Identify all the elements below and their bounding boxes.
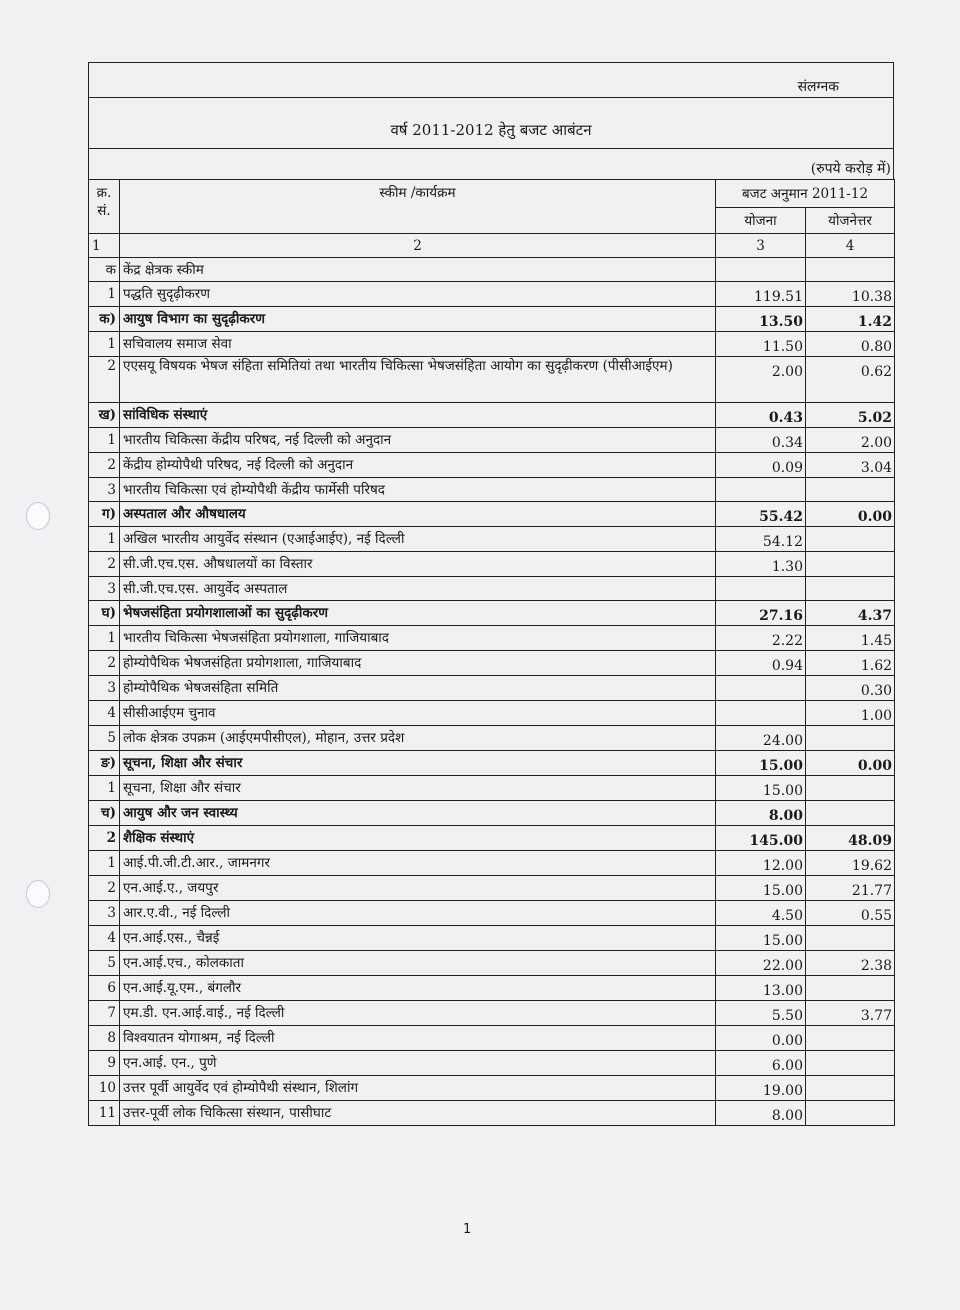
row-nonplan (806, 1076, 895, 1101)
row-nonplan (806, 1026, 895, 1051)
row-nonplan: 1.42 (806, 307, 895, 332)
row-nonplan: 1.00 (806, 701, 895, 726)
row-plan: 1.30 (716, 552, 806, 577)
row-sno: 5 (89, 726, 120, 751)
row-sno: 3 (89, 577, 120, 601)
row-plan: 19.00 (716, 1076, 806, 1101)
row-scheme: आयुष विभाग का सुदृढ़ीकरण (120, 307, 716, 332)
row-sno: 11 (89, 1101, 120, 1126)
row-sno: 1 (89, 776, 120, 801)
row-plan: 11.50 (716, 332, 806, 357)
row-scheme: एम.डी. एन.आई.वाई., नई दिल्ली (120, 1001, 716, 1026)
header-nonplan: योजनेत्तर (806, 208, 895, 234)
row-sno: क (89, 258, 120, 282)
row-plan: 2.22 (716, 626, 806, 651)
row-plan: 8.00 (716, 1101, 806, 1126)
row-nonplan: 19.62 (806, 851, 895, 876)
row-nonplan (806, 478, 895, 502)
row-scheme: सचिवालय समाज सेवा (120, 332, 716, 357)
table-row (89, 926, 895, 951)
row-nonplan (806, 527, 895, 552)
row-sno: 4 (89, 926, 120, 951)
row-scheme: केंद्रीय होम्योपैथी परिषद, नई दिल्ली को अनुदान (120, 453, 716, 478)
row-nonplan (806, 926, 895, 951)
row-nonplan: 5.02 (806, 403, 895, 428)
row-nonplan (806, 1101, 895, 1126)
row-sno: 8 (89, 1026, 120, 1051)
row-sno: घ) (89, 601, 120, 626)
row-plan: 12.00 (716, 851, 806, 876)
row-scheme: एन.आई.ए., जयपुर (120, 876, 716, 901)
table-row (89, 1001, 895, 1026)
row-nonplan: 10.38 (806, 282, 895, 307)
row-sno: 2 (89, 651, 120, 676)
row-sno: 5 (89, 951, 120, 976)
page-number: 1 (463, 1222, 472, 1237)
table-row (89, 876, 895, 901)
row-scheme: आयुष और जन स्वास्थ्य (120, 801, 716, 826)
row-plan (716, 577, 806, 601)
row-scheme: सूचना, शिक्षा और संचार (120, 751, 716, 776)
table-row (89, 676, 895, 701)
row-plan: 27.16 (716, 601, 806, 626)
row-sno: 2 (89, 552, 120, 577)
table-row (89, 701, 895, 726)
row-scheme: होम्योपैथिक भेषजसंहिता प्रयोगशाला, गाजियाबाद (120, 651, 716, 676)
row-plan: 0.09 (716, 453, 806, 478)
row-scheme: भारतीय चिकित्सा केंद्रीय परिषद, नई दिल्ली को अनुदान (120, 428, 716, 453)
row-scheme: अस्पताल और औषधालय (120, 502, 716, 527)
row-plan: 2.00 (716, 357, 806, 403)
table-row (89, 601, 895, 626)
row-sno: 1 (89, 332, 120, 357)
row-scheme: भेषजसंहिता प्रयोगशालाओं का सुदृढ़ीकरण (120, 601, 716, 626)
row-plan: 119.51 (716, 282, 806, 307)
row-plan: 13.00 (716, 976, 806, 1001)
row-nonplan: 2.00 (806, 428, 895, 453)
row-scheme: एन.आई.एच., कोलकाता (120, 951, 716, 976)
row-plan: 15.00 (716, 876, 806, 901)
row-nonplan (806, 801, 895, 826)
table-row (89, 826, 895, 851)
table-row (89, 976, 895, 1001)
row-nonplan (806, 776, 895, 801)
row-nonplan: 2.38 (806, 951, 895, 976)
row-nonplan: 0.30 (806, 676, 895, 701)
row-nonplan (806, 577, 895, 601)
row-sno: 3 (89, 676, 120, 701)
row-sno: 2 (89, 826, 120, 851)
table-row (89, 751, 895, 776)
row-scheme: उत्तर पूर्वी आयुर्वेद एवं होम्योपैथी संस्थान, शिलांग (120, 1076, 716, 1101)
row-scheme: लोक क्षेत्रक उपक्रम (आईएमपीसीएल), मोहान, उत्तर प्रदेश (120, 726, 716, 751)
table-row (89, 901, 895, 926)
row-nonplan: 0.62 (806, 357, 895, 403)
row-sno: ङ) (89, 751, 120, 776)
budget-sheet (88, 62, 894, 1126)
header-plan: योजना (716, 208, 806, 234)
row-plan: 0.43 (716, 403, 806, 428)
row-nonplan: 21.77 (806, 876, 895, 901)
row-scheme: एन.आई. एन., पुणे (120, 1051, 716, 1076)
table-row (89, 502, 895, 527)
table-row (89, 801, 895, 826)
row-nonplan: 0.00 (806, 751, 895, 776)
table-row (89, 951, 895, 976)
row-nonplan: 48.09 (806, 826, 895, 851)
row-plan: 22.00 (716, 951, 806, 976)
row-nonplan (806, 552, 895, 577)
table-row (89, 626, 895, 651)
row-plan: 5.50 (716, 1001, 806, 1026)
row-plan: 15.00 (716, 926, 806, 951)
row-plan (716, 478, 806, 502)
row-nonplan: 1.45 (806, 626, 895, 651)
row-scheme: पद्धति सुदृढ़ीकरण (120, 282, 716, 307)
row-sno: ग) (89, 502, 120, 527)
table-row (89, 851, 895, 876)
row-sno: 2 (89, 453, 120, 478)
table-row (89, 776, 895, 801)
row-sno: 3 (89, 901, 120, 926)
row-scheme: उत्तर-पूर्वी लोक चिकित्सा संस्थान, पासीघाट (120, 1101, 716, 1126)
row-scheme: केंद्र क्षेत्रक स्कीम (120, 258, 716, 282)
row-scheme: भारतीय चिकित्सा भेषजसंहिता प्रयोगशाला, गाजियाबाद (120, 626, 716, 651)
unit-header (88, 148, 894, 179)
table-row (89, 552, 895, 577)
row-plan (716, 701, 806, 726)
annexure-header (88, 62, 894, 97)
table-row (89, 428, 895, 453)
row-plan: 0.34 (716, 428, 806, 453)
row-sno: 1 (89, 527, 120, 552)
row-sno: 2 (89, 876, 120, 901)
row-plan: 13.50 (716, 307, 806, 332)
row-nonplan (806, 258, 895, 282)
row-plan: 4.50 (716, 901, 806, 926)
row-scheme: आई.पी.जी.टी.आर., जामनगर (120, 851, 716, 876)
row-nonplan: 0.55 (806, 901, 895, 926)
row-plan: 145.00 (716, 826, 806, 851)
row-nonplan: 4.37 (806, 601, 895, 626)
row-scheme: आर.ए.वी., नई दिल्ली (120, 901, 716, 926)
header-col4: 4 (806, 234, 895, 258)
row-sno: 1 (89, 626, 120, 651)
row-scheme: शैक्षिक संस्थाएं (120, 826, 716, 851)
header-scheme: स्कीम /कार्यक्रम (120, 180, 716, 234)
table-row (89, 478, 895, 502)
table-row (89, 1076, 895, 1101)
row-sno: च) (89, 801, 120, 826)
row-nonplan (806, 1051, 895, 1076)
table-row (89, 1051, 895, 1076)
row-scheme: अखिल भारतीय आयुर्वेद संस्थान (एआईआईए), नई दिल्ली (120, 527, 716, 552)
row-nonplan: 3.04 (806, 453, 895, 478)
table-row (89, 1101, 895, 1126)
row-sno: 9 (89, 1051, 120, 1076)
row-nonplan (806, 726, 895, 751)
header-col2: 2 (120, 234, 716, 258)
row-scheme: विश्वयातन योगाश्रम, नई दिल्ली (120, 1026, 716, 1051)
row-nonplan: 0.00 (806, 502, 895, 527)
table-body (89, 258, 895, 1126)
row-scheme: होम्योपैथिक भेषजसंहिता समिति (120, 676, 716, 701)
row-scheme: सांविधिक संस्थाएं (120, 403, 716, 428)
row-scheme: सूचना, शिक्षा और संचार (120, 776, 716, 801)
table-row (89, 403, 895, 428)
budget-table (88, 179, 895, 1126)
header-col1: 1 (89, 234, 120, 258)
row-plan: 6.00 (716, 1051, 806, 1076)
title-header (88, 97, 894, 148)
row-sno: क) (89, 307, 120, 332)
header-col3: 3 (716, 234, 806, 258)
header-budget: बजट अनुमान 2011-12 (716, 180, 895, 208)
row-scheme: भारतीय चिकित्सा एवं होम्योपैथी केंद्रीय फार्मेसी परिषद (120, 478, 716, 502)
unit-note: (रुपये करोड़ में) (810, 161, 891, 177)
row-scheme: एन.आई.एस., चैन्नई (120, 926, 716, 951)
table-row (89, 453, 895, 478)
table-row (89, 651, 895, 676)
row-plan: 15.00 (716, 751, 806, 776)
row-plan: 15.00 (716, 776, 806, 801)
table-row (89, 332, 895, 357)
row-plan: 0.94 (716, 651, 806, 676)
row-sno: 7 (89, 1001, 120, 1026)
row-plan (716, 676, 806, 701)
row-sno: 1 (89, 282, 120, 307)
row-plan: 24.00 (716, 726, 806, 751)
table-row (89, 357, 895, 403)
table-row (89, 577, 895, 601)
row-plan: 54.12 (716, 527, 806, 552)
row-sno: 4 (89, 701, 120, 726)
row-nonplan: 0.80 (806, 332, 895, 357)
row-scheme: सीसीआईएम चुनाव (120, 701, 716, 726)
annexure-label: संलग्नक (797, 79, 839, 95)
row-scheme: सी.जी.एच.एस. औषधालयों का विस्तार (120, 552, 716, 577)
row-sno: 1 (89, 851, 120, 876)
row-scheme: एएसयू विषयक भेषज संहिता समितियां तथा भारतीय चिकित्सा भेषजसंहिता आयोग का सुदृढ़ीकरण (पीसीआईएम) (120, 357, 716, 403)
row-nonplan (806, 976, 895, 1001)
row-plan: 8.00 (716, 801, 806, 826)
table-row (89, 258, 895, 282)
row-sno: ख) (89, 403, 120, 428)
row-scheme: सी.जी.एच.एस. आयुर्वेद अस्पताल (120, 577, 716, 601)
row-plan: 0.00 (716, 1026, 806, 1051)
punch-hole-top (26, 502, 50, 530)
header-sno: क्र. सं. (89, 180, 120, 234)
punch-hole-bottom (26, 880, 50, 908)
table-row (89, 527, 895, 552)
row-scheme: एन.आई.यू.एम., बंगलौर (120, 976, 716, 1001)
page-title: वर्ष 2011-2012 हेतु बजट आबंटन (390, 121, 592, 139)
row-sno: 1 (89, 428, 120, 453)
row-nonplan: 3.77 (806, 1001, 895, 1026)
row-sno: 3 (89, 478, 120, 502)
row-plan: 55.42 (716, 502, 806, 527)
row-sno: 6 (89, 976, 120, 1001)
table-row (89, 282, 895, 307)
table-row (89, 726, 895, 751)
row-plan (716, 258, 806, 282)
row-nonplan: 1.62 (806, 651, 895, 676)
row-sno: 10 (89, 1076, 120, 1101)
table-row (89, 307, 895, 332)
table-row (89, 1026, 895, 1051)
row-sno: 2 (89, 357, 120, 403)
